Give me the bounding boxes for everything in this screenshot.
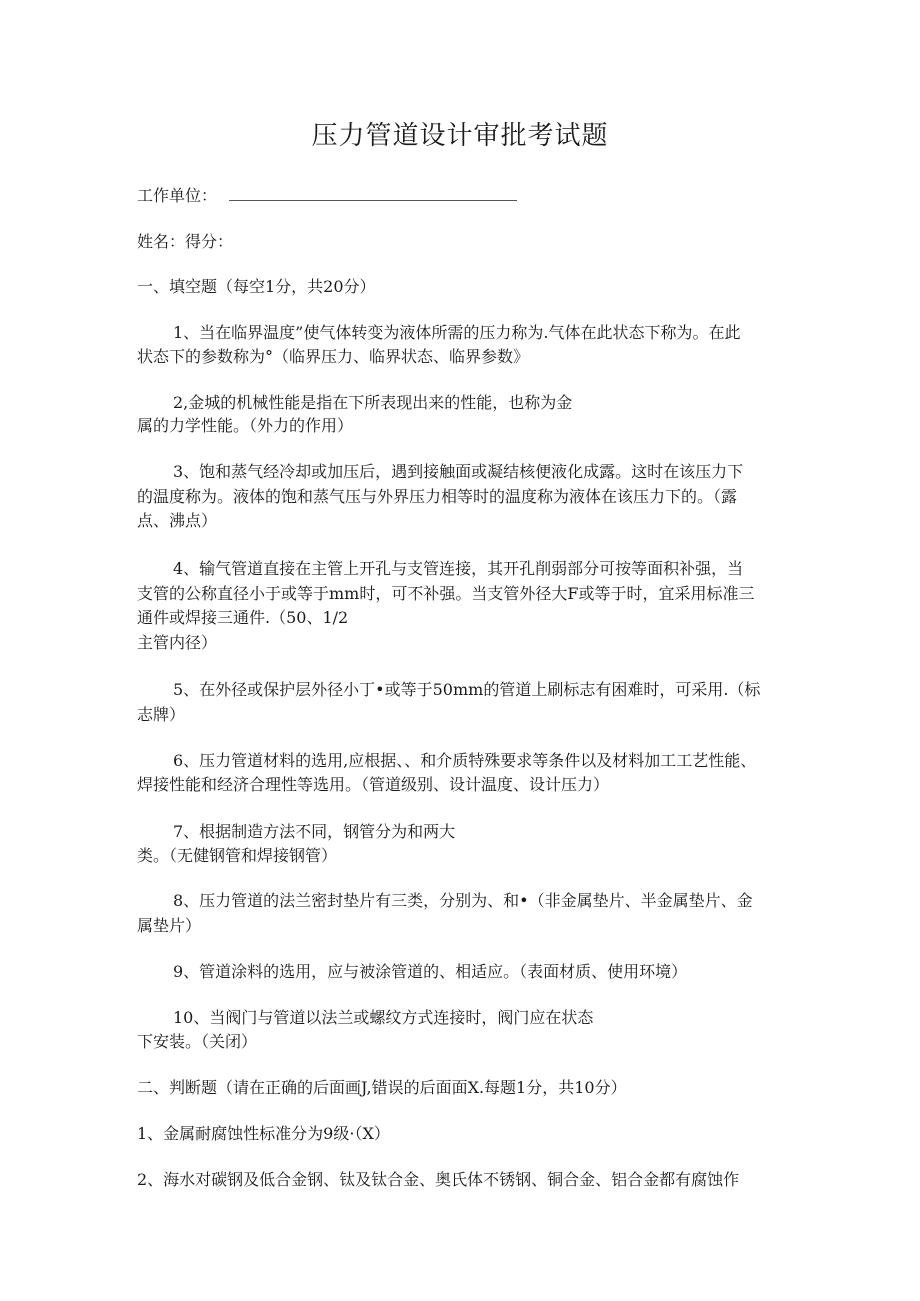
section2-heading: 二、判断题（请在正确的后面画J,错误的后面面X.每题1分，共10分） [137,1078,627,1097]
q6-line-1: 6、压力管道材料的选用,应根据、、和介质特殊要求等条件以及材料加工工艺性能、 [173,751,757,770]
q8-line-2: 属垫片） [137,916,202,935]
q2-line-1: 2,金城的机械性能是指在下所表现出来的性能，也称为金 [173,393,573,412]
page-title: 压力管道设计审批考试题 [311,121,609,151]
q6-line-2: 焊接性能和经济合理性等选用。（管道级别、设计温度、设计压力） [137,775,610,794]
s2-q1-line: 1、金属耐腐蚀性标准分为9级·（X） [137,1124,390,1143]
q3-line-2: 的温度称为。液体的饱和蒸气压与外界压力相等时的温度称为液体在该压力下的。（露 [137,487,738,506]
q5-line-2: 志牌） [137,705,186,724]
q7-line-2: 类。（无健钢管和焊接钢管） [137,846,338,865]
q3-line-3: 点、沸点） [137,511,218,530]
s2-q2-line: 2、海水对碳钢及低合金钢、钛及钛合金、奥氏体不锈钢、铜合金、铝合金都有腐蚀作 [137,1170,740,1189]
q4-line-4: 主管内径） [137,633,218,652]
q5-line-1: 5、在外径或保护层外径小丁•或等于50mm的管道上刷标志有困难时，可采用.（标 [173,680,761,699]
q8-line-1: 8、压力管道的法兰密封垫片有三类，分别为、和•（非金属垫片、半金属垫片、金 [173,891,753,910]
section1-heading: 一、填空题（每空1分，共20分） [137,277,376,296]
work-unit-row [137,184,517,208]
q4-line-2: 支管的公称直径小于或等于mm时，可不补强。当支管外径大F或等于时，宜采用标准三 [137,584,755,603]
q10-line-2: 下安装。（关闭） [137,1032,258,1051]
q3-line-1: 3、饱和蒸气经冷却或加压后，遇到接触面或凝结核便液化成露。这时在该压力下 [173,462,744,481]
work-unit-field[interactable] [229,186,517,201]
q7-line-1: 7、根据制造方法不同，钢管分为和两大 [173,822,456,841]
q4-line-1: 4、输气管道直接在主管上开孔与支管连接，其开孔削弱部分可按等面积补强，当 [173,559,744,578]
q2-line-2: 属的力学性能。（外力的作用） [137,416,354,435]
work-unit-label: 工作单位： [137,186,218,205]
q9-line-1: 9、管道涂料的选用，应与被涂管道的、相适应。（表面材质、使用环境） [173,962,688,981]
q10-line-1: 10、当阀门与管道以法兰或螺纹方式连接时，阀门应在状态 [173,1008,594,1027]
q1-line-1: 1、当在临界温度”使气体转变为液体所需的压力称为.气体在此状态下称为。在此 [173,323,741,342]
q4-line-3: 通件或焊接三通件.（50、1/2 [137,608,349,627]
name-score-line: 姓名：得分： [137,232,234,251]
q1-line-2: 状态下的参数称为°（临界压力、临界状态、临界参数》 [137,347,530,366]
